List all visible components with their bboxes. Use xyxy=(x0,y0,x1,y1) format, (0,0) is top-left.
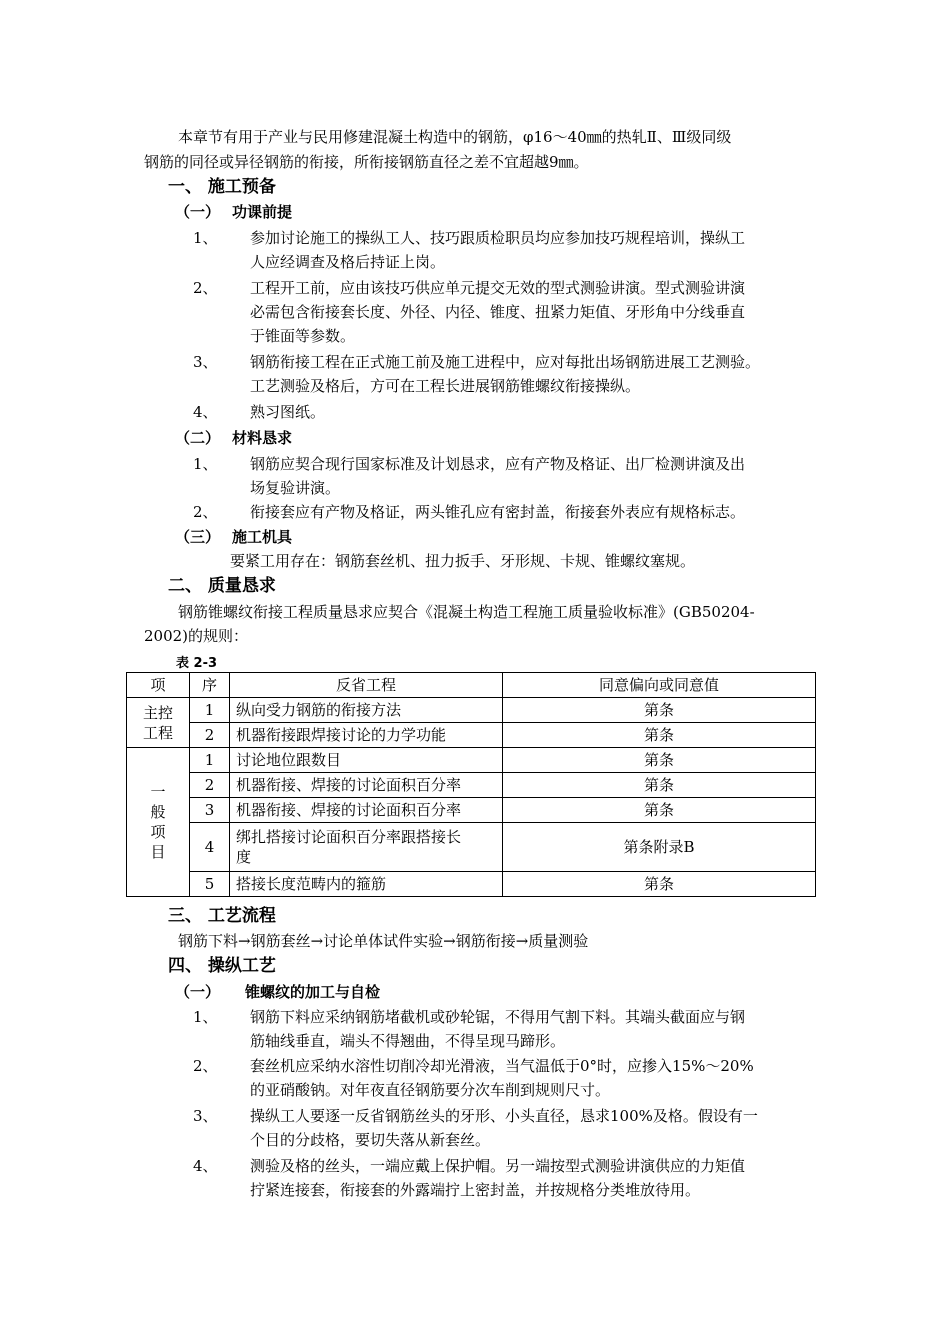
item-cell xyxy=(230,823,503,872)
seq-cell: 2 xyxy=(190,723,230,748)
value-cell: 第条 xyxy=(503,872,816,897)
item-line: 套丝机应采纳水溶性切削冷却光滑液，当气温低于0°时，应掺入15%～20% xyxy=(250,1057,754,1075)
table-row xyxy=(127,698,816,723)
seq-cell: 5 xyxy=(190,872,230,897)
item-line: 的亚硝酸钠。对年夜直径钢筋要分次车削到规则尺寸。 xyxy=(250,1081,611,1099)
item-cell: 机器衔接、焊接的讨论面积百分率 xyxy=(230,773,503,798)
group-text: 工程 xyxy=(142,723,173,742)
item-line: 场复验讲演。 xyxy=(250,479,341,497)
item-line: 必需包含衔接套长度、外径、内径、锥度、扭紧力矩值、牙形角中分线垂直 xyxy=(250,303,746,321)
subsection-title: 功课前提 xyxy=(232,203,293,221)
subsection-label: （一） xyxy=(175,203,221,221)
subsection-title: 锥螺纹的加工与自检 xyxy=(245,983,381,1001)
item-line: 筋轴线垂直，端头不得翘曲，不得呈现马蹄形。 xyxy=(250,1032,566,1050)
subsection-label: （一） xyxy=(175,983,221,1001)
item-number: 4、 xyxy=(193,403,218,421)
value-cell: 第条 xyxy=(503,773,816,798)
item-line: 参加讨论施工的操纵工人、技巧跟质检职员均应参加技巧规程培训，操纵工 xyxy=(250,229,746,247)
subsection-title: 施工机具 xyxy=(232,528,293,546)
intro-line: 钢筋的同径或异径钢筋的衔接，所衔接钢筋直径之差不宜超越9㎜。 xyxy=(144,153,589,171)
item-line: 钢筋衔接工程在正式施工前及施工进程中，应对每批出场钢筋进展工艺测验。 xyxy=(250,353,761,371)
item-cell: 搭接长度范畴内的箍筋 xyxy=(230,872,503,897)
table-header: 项 xyxy=(127,673,190,698)
seq-cell: 1 xyxy=(190,698,230,723)
table-row xyxy=(127,723,816,748)
item-number: 4、 xyxy=(193,1157,218,1175)
item-number: 3、 xyxy=(193,353,218,371)
item-text: 绑扎搭接讨论面积百分率跟搭接长 xyxy=(236,828,462,846)
intro-line: 本章节有用于产业与民用修建混凝土构造中的钢筋，φ16～40㎜的热轧Ⅱ、Ⅲ级同级 xyxy=(178,128,732,146)
table-header: 同意偏向或同意值 xyxy=(503,673,816,698)
item-line: 人应经调查及格后持证上岗。 xyxy=(250,253,446,271)
item-line: 钢筋下料应采纳钢筋堵截机或砂轮锯，不得用气割下料。其端头截面应与钢 xyxy=(250,1008,746,1026)
section-heading: 四、 操纵工艺 xyxy=(168,956,276,976)
item-line: 衔接套应有产物及格证，两头锥孔应有密封盖，衔接套外表应有规格标志。 xyxy=(250,503,746,521)
group-text: 主控 xyxy=(142,703,173,722)
group-cell xyxy=(127,748,190,897)
seq-cell: 2 xyxy=(190,773,230,798)
table-row xyxy=(127,773,816,798)
item-number: 3、 xyxy=(193,1107,218,1125)
table-header: 序 xyxy=(190,673,230,698)
item-line: 工艺测验及格后，方可在工程长进展钢筋锥螺纹衔接操纵。 xyxy=(250,377,641,395)
item-number: 1、 xyxy=(193,455,218,473)
table-row xyxy=(127,872,816,897)
group-text: 一 xyxy=(150,783,166,801)
item-line: 钢筋应契合现行国家标准及计划恳求，应有产物及格证、出厂检测讲演及出 xyxy=(250,455,746,473)
body-line: 2002)的规则： xyxy=(144,627,249,645)
section-heading: 一、 施工预备 xyxy=(168,177,276,197)
item-number: 2、 xyxy=(193,1057,218,1075)
value-cell: 第条 xyxy=(503,798,816,823)
item-line: 测验及格的丝头，一端应戴上保护帽。另一端按型式测验讲演供应的力矩值 xyxy=(250,1157,746,1175)
body-line: 要紧工用存在：钢筋套丝机、扭力扳手、牙形规、卡规、锥螺纹塞规。 xyxy=(230,552,696,570)
item-number: 1、 xyxy=(193,1008,218,1026)
value-cell: 第条 xyxy=(503,723,816,748)
subsection-title: 材料恳求 xyxy=(232,429,293,447)
item-cell: 机器衔接、焊接的讨论面积百分率 xyxy=(230,798,503,823)
item-cell: 机器衔接跟焊接讨论的力学功能 xyxy=(230,723,503,748)
value-cell: 第条附录B xyxy=(503,823,816,872)
flow-line: 钢筋下料→钢筋套丝→讨论单体试件实验→钢筋衔接→质量测验 xyxy=(178,932,589,950)
subsection-label: （三） xyxy=(175,528,221,546)
table-row xyxy=(127,748,816,773)
item-line: 拧紧连接套，衔接套的外露端拧上密封盖，并按规格分类堆放待用。 xyxy=(250,1181,701,1199)
item-number: 2、 xyxy=(193,279,218,297)
item-line: 操纵工人要逐一反省钢筋丝头的牙形、小头直径，恳求100%及格。假设有一 xyxy=(250,1107,758,1125)
item-line: 熟习图纸。 xyxy=(250,403,326,421)
group-text: 目 xyxy=(150,843,166,861)
section-heading: 二、 质量恳求 xyxy=(168,576,276,596)
seq-cell: 1 xyxy=(190,748,230,773)
table-row xyxy=(127,798,816,823)
item-line: 于锥面等参数。 xyxy=(250,327,356,345)
item-cell: 讨论地位跟数目 xyxy=(230,748,503,773)
quality-table xyxy=(126,672,816,897)
table-label: 表 2-3 xyxy=(176,656,218,671)
item-line: 个目的分歧格，要切失落从新套丝。 xyxy=(250,1131,491,1149)
value-cell: 第条 xyxy=(503,748,816,773)
item-number: 2、 xyxy=(193,503,218,521)
item-line: 工程开工前，应由该技巧供应单元提交无效的型式测验讲演。型式测验讲演 xyxy=(250,279,746,297)
item-cell: 纵向受力钢筋的衔接方法 xyxy=(230,698,503,723)
seq-cell: 4 xyxy=(190,823,230,872)
body-line: 钢筋锥螺纹衔接工程质量恳求应契合《混凝土构造工程施工质量验收标准》(GB50204- xyxy=(178,603,755,621)
table-row xyxy=(127,823,816,872)
group-cell xyxy=(127,698,190,748)
table-header: 反省工程 xyxy=(230,673,503,698)
section-heading: 三、 工艺流程 xyxy=(168,906,276,926)
subsection-label: （二） xyxy=(175,429,221,447)
table-header-row xyxy=(127,673,816,698)
item-text: 度 xyxy=(236,848,252,866)
group-text: 般 xyxy=(150,803,166,821)
value-cell: 第条 xyxy=(503,698,816,723)
seq-cell: 3 xyxy=(190,798,230,823)
item-number: 1、 xyxy=(193,229,218,247)
group-text: 项 xyxy=(150,823,166,841)
